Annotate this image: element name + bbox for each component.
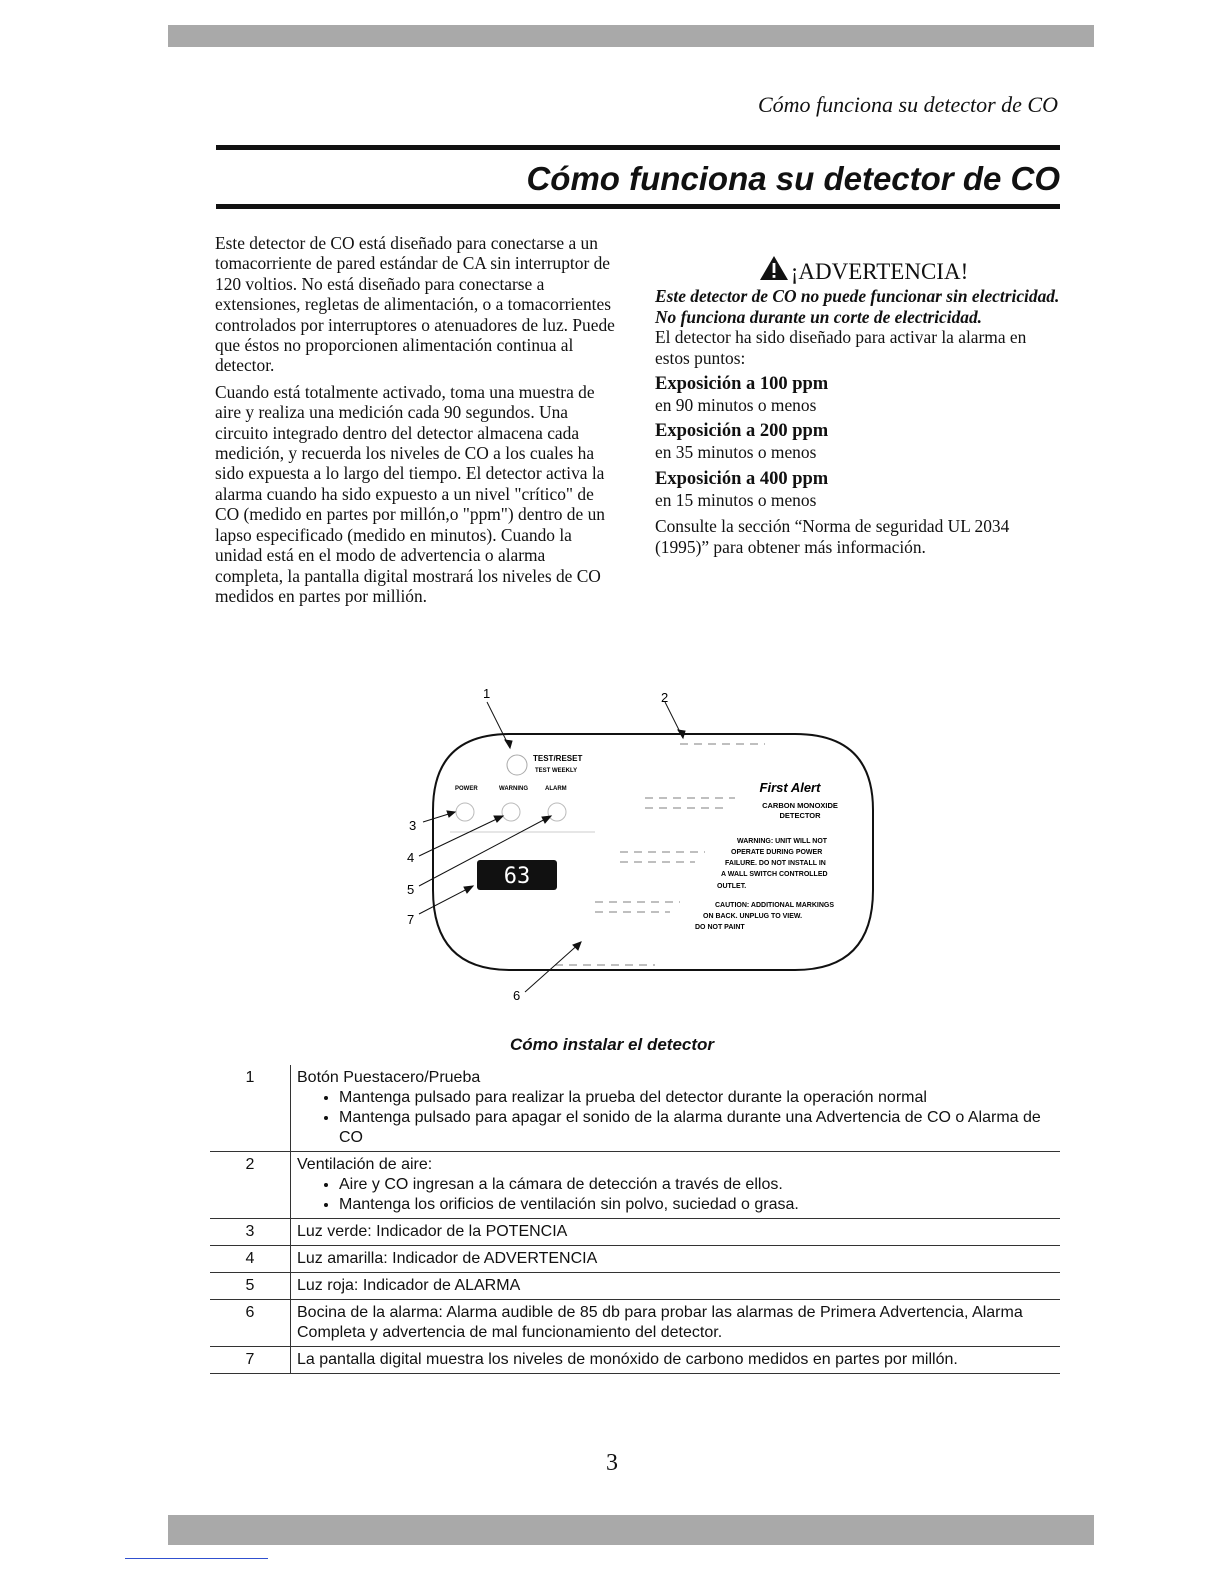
table-row — [210, 1347, 1060, 1374]
part-number: 1 — [210, 1065, 291, 1152]
table-row — [210, 1273, 1060, 1300]
callout-3: 3 — [409, 818, 417, 833]
device-caution-2: ON BACK. UNPLUG TO VIEW. — [703, 913, 803, 920]
part-description — [291, 1065, 1061, 1152]
section-title: Cómo funciona su detector de CO — [526, 160, 1060, 197]
power-light-label: POWER — [455, 786, 478, 792]
exposure-100-label: Exposición a 100 ppm — [655, 374, 829, 395]
title-rule-bottom — [216, 204, 1060, 209]
diagram-caption: Cómo instalar el detector — [509, 1035, 715, 1054]
top-gray-band — [168, 25, 1094, 47]
detector-diagram — [395, 680, 895, 1010]
table-row — [210, 1152, 1060, 1219]
product-line-2: DETECTOR — [779, 811, 821, 820]
device-caution-1: CAUTION: ADDITIONAL MARKINGS — [715, 902, 834, 909]
brand-logo: First Alert — [759, 780, 821, 795]
alarm-light — [548, 803, 566, 821]
bottom-gray-band — [168, 1515, 1094, 1545]
table-row — [210, 1300, 1060, 1347]
test-weekly-label: TEST WEEKLY — [535, 768, 578, 774]
device-warning-4: A WALL SWITCH CONTROLLED — [721, 871, 828, 878]
table-row — [210, 1065, 1060, 1152]
warning-triangle-icon — [759, 255, 789, 281]
device-warning-2: OPERATE DURING POWER — [731, 849, 823, 856]
parts-table — [210, 1065, 1060, 1374]
part-bullet: • Aire y CO ingresan a la cámara de detección a través de ellos. — [339, 1175, 1060, 1195]
link-underline — [125, 1558, 268, 1559]
callout-6: 6 — [513, 988, 521, 1003]
device-warning-1: WARNING: UNIT WILL NOT — [737, 838, 828, 845]
callout-2: 2 — [661, 690, 669, 705]
ul-reference: Consulte la sección “Norma de seguridad UL 2034 (1995)” para obtener más información. — [655, 516, 1010, 557]
table-row — [210, 1246, 1060, 1273]
warning-light — [502, 803, 520, 821]
part-number: 7 — [210, 1347, 291, 1374]
warning-light-label: WARNING — [499, 786, 528, 792]
power-light — [456, 803, 474, 821]
exposure-200-label: Exposición a 200 ppm — [655, 421, 829, 442]
part-number: 4 — [210, 1246, 291, 1273]
table-row — [210, 1219, 1060, 1246]
warning-heading — [655, 255, 1060, 282]
part-number: 2 — [210, 1152, 291, 1219]
part-title: Ventilación de aire: — [297, 1156, 433, 1173]
device-caution-3: DO NOT PAINT — [695, 924, 745, 931]
part-title: La pantalla digital muestra los niveles de monóxido de carbono medidos en partes por millón. — [291, 1347, 1061, 1374]
part-title: Luz roja: Indicador de ALARMA — [291, 1273, 1061, 1300]
callout-5: 5 — [407, 882, 415, 897]
exposure-400-label: Exposición a 400 ppm — [655, 468, 829, 489]
page-number: 3 — [606, 1450, 618, 1476]
exposure-400-detail: en 15 minutos o menos — [655, 489, 817, 510]
title-rule-top — [216, 145, 1060, 150]
warning-heading-text: ¡ADVERTENCIA! — [790, 259, 969, 284]
part-number: 3 — [210, 1219, 291, 1246]
callout-7: 7 — [407, 912, 415, 927]
callout-4: 4 — [407, 850, 415, 865]
part-bullet: • Mantenga los orificios de ventilación sin polvo, suciedad o grasa. — [339, 1195, 1060, 1215]
warning-intro: El detector ha sido diseñado para activar la alarma en estos puntos: — [655, 327, 1027, 368]
exposure-100-detail: en 90 minutos o menos — [655, 395, 817, 416]
warning-no-power-text: Este detector de CO no puede funcionar sin electricidad. No funciona durante un corte de electricidad. — [655, 286, 1060, 327]
product-line-1: CARBON MONOXIDE — [762, 801, 838, 810]
part-title: Botón Puestacero/Prueba — [297, 1069, 481, 1086]
exposure-200-detail: en 35 minutos o menos — [655, 442, 817, 463]
part-number: 6 — [210, 1300, 291, 1347]
running-header: Cómo funciona su detector de CO — [757, 92, 1058, 117]
display-reading: 63 — [503, 864, 531, 889]
part-bullet: • Mantenga pulsado para realizar la prueba del detector durante la operación normal — [339, 1088, 1060, 1108]
paragraph-power: Este detector de CO está diseñado para conectarse a un tomacorriente de pared estándar de CA sin interruptor de 120 voltios. No está diseñado para conectarse a extensiones, regletas de alimentación, o a tomacorrientes controlados por interruptores o atenuadores de luz. Puede que éstos no proporcionen alimentación continua al detector. — [215, 233, 615, 376]
paragraph-operation: Cuando está totalmente activado, toma una muestra de aire y realiza una medición cada 90 segundos. Una circuito integrado dentro del detector almacena cada medición, y recuerda los niveles de CO a los cuales ha sido expuesta a lo largo del tiempo. El detector activa la alarma cuando ha sido expuesto a un nivel "crítico" de CO (medido en partes por millón,o "ppm") dentro de un lapso especificado (medido en minutos). Cuando la unidad está en el modo de advertencia o alarma completa, la pantalla digital mostrará los niveles de CO medidos en partes por millión. — [215, 381, 605, 606]
alarm-light-label: ALARM — [545, 786, 567, 792]
part-title: Luz verde: Indicador de la POTENCIA — [291, 1219, 1061, 1246]
part-number: 5 — [210, 1273, 291, 1300]
device-warning-3: FAILURE. DO NOT INSTALL IN — [725, 860, 826, 867]
part-title: Luz amarilla: Indicador de ADVERTENCIA — [291, 1246, 1061, 1273]
part-bullet: • Mantenga pulsado para apagar el sonido de la alarma durante una Advertencia de CO o Alarma de CO — [339, 1108, 1060, 1148]
device-warning-5: OUTLET. — [717, 883, 747, 890]
test-reset-button — [507, 755, 527, 775]
part-title: Bocina de la alarma: Alarma audible de 85 db para probar las alarmas de Primera Advertencia, Alarma Completa y advertencia de mal funcionamiento del detector. — [291, 1300, 1061, 1347]
warning-box — [655, 255, 1060, 557]
callout-1: 1 — [483, 686, 491, 701]
left-column — [215, 233, 615, 612]
test-reset-label: TEST/RESET — [533, 754, 583, 763]
part-description — [291, 1152, 1061, 1219]
